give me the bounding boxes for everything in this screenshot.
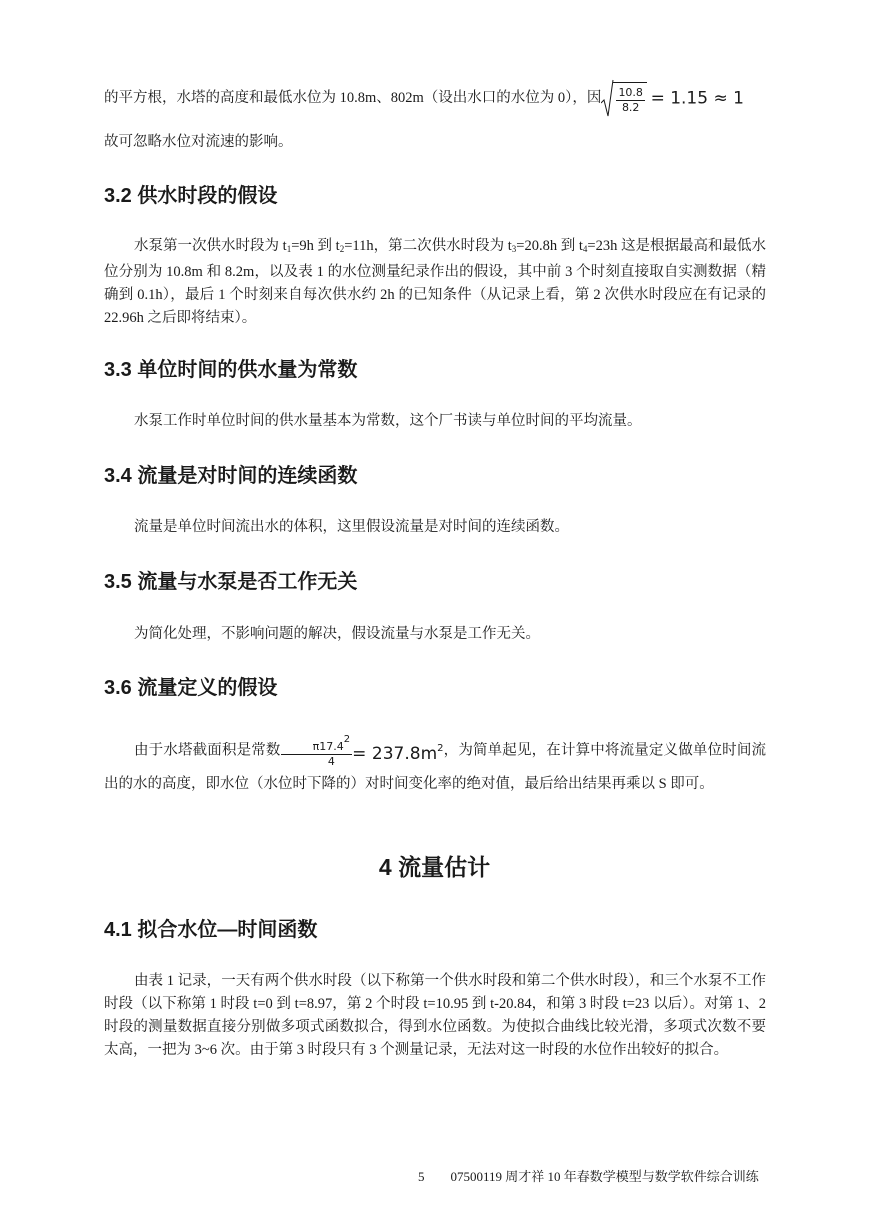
heading-3-4: 3.4 流量是对时间的连续函数 bbox=[104, 465, 358, 487]
page-footer bbox=[418, 1168, 759, 1186]
p32-part-e: =23h 这是根据最高和最低水位分别为 10.8m 和 8.2m，以及表 1 的水位测量纪录作出的假设，其中前 3 个时刻直接取自实测数据（精确到 0.1h），最后 1 个时刻来自每次供水约 2h 的已知条件（从记录上看，第 2 次供水时段应在有记录的 22.96h 之后即将结束）。 bbox=[104, 238, 766, 326]
heading-4: 4 流量估计 bbox=[378, 854, 491, 880]
area-fraction bbox=[281, 733, 353, 769]
p32-part-b: =9h 到 t bbox=[291, 238, 340, 254]
subscript-1: 1 bbox=[286, 244, 292, 254]
p32-part-c: =11h，第二次供水时段为 t bbox=[344, 238, 512, 254]
area-numerator-exponent: 2 bbox=[343, 734, 351, 745]
intro-conclusion: 故可忽略水位对流速的影响。 bbox=[104, 134, 293, 150]
subscript-2: 2 bbox=[339, 244, 345, 254]
paragraph-4-1: 由表 1 记录，一天有两个供水时段（以下称第一个供水时段和第二个供水时段），和三个水泵不工作时段（以下称第 1 时段 t=0 到 t=8.97，第 2 个时段 t=10.95 到 t-20.84，和第 3 时段 t=23 以后）。对第 1、2 时段的测量数据直接分别做多项式函数拟合，得到水位函数。为使拟合曲线比较光滑，多项式次数不要太高，一把为 3~6 次。由于第 3 时段只有 3 个测量记录，无法对这一时段的水位作出较好的拟合。 bbox=[104, 973, 766, 1058]
p36-part-b: ，为简单起见，在计算中将流量定义做单位时间流出的水的高度，即水位（水位时下降的）对时间变化率的绝对值，最后给出结果再乘以 S 即可。 bbox=[104, 742, 767, 792]
sqrt-numerator: 10.8 bbox=[618, 86, 643, 100]
heading-3-5: 3.5 流量与水泵是否工作无关 bbox=[104, 571, 358, 593]
intro-line-2 bbox=[104, 131, 766, 154]
p32-part-d: =20.8h 到 t bbox=[516, 238, 583, 254]
sqrt-result: = 1.15 ≈ 1 bbox=[650, 88, 744, 109]
paragraph-3-2 bbox=[104, 235, 766, 330]
p36-part-a: 由于水塔截面积是常数 bbox=[134, 742, 281, 759]
area-numerator bbox=[281, 733, 353, 755]
paragraph-3-3: 水泵工作时单位时间的供水量基本为常数，这个厂书读与单位时间的平均流量。 bbox=[134, 413, 642, 429]
intro-text: 的平方根，水塔的高度和最低水位为 10.8m、802m（设出水口的水位为 0），因 bbox=[104, 89, 602, 106]
subscript-3: 3 bbox=[511, 244, 517, 254]
paragraph-3-6 bbox=[104, 733, 766, 799]
area-value bbox=[352, 744, 443, 764]
heading-4-1: 4.1 拟合水位—时间函数 bbox=[104, 919, 318, 941]
page-number: 5 bbox=[418, 1169, 425, 1184]
area-numerator-base: π17.4 bbox=[312, 740, 344, 753]
paragraph-3-4: 流量是单位时间流出水的体积，这里假设流量是对时间的连续函数。 bbox=[134, 519, 569, 535]
heading-3-6: 3.6 流量定义的假设 bbox=[104, 677, 278, 699]
sqrt-denominator: 8.2 bbox=[621, 101, 640, 115]
footer-info: 07500119 周才祥 10 年春数学模型与数学软件综合训练 bbox=[450, 1169, 759, 1184]
area-unit-exponent: 2 bbox=[437, 742, 444, 754]
area-denominator: 4 bbox=[327, 755, 335, 768]
sqrt-fraction bbox=[616, 86, 645, 115]
area-value-text: = 237.8m bbox=[352, 743, 438, 764]
paragraph-3-5: 为简化处理，不影响问题的解决，假设流量与水泵是工作无关。 bbox=[134, 626, 540, 642]
heading-3-2: 3.2 供水时段的假设 bbox=[104, 185, 278, 207]
p32-part-a: 水泵第一次供水时段为 t bbox=[134, 238, 287, 254]
subscript-4: 4 bbox=[582, 244, 588, 254]
sqrt-expression bbox=[601, 82, 647, 115]
intro-line-1 bbox=[104, 82, 766, 115]
sqrt-symbol-icon bbox=[601, 79, 614, 119]
heading-3-3: 3.3 单位时间的供水量为常数 bbox=[104, 359, 358, 381]
